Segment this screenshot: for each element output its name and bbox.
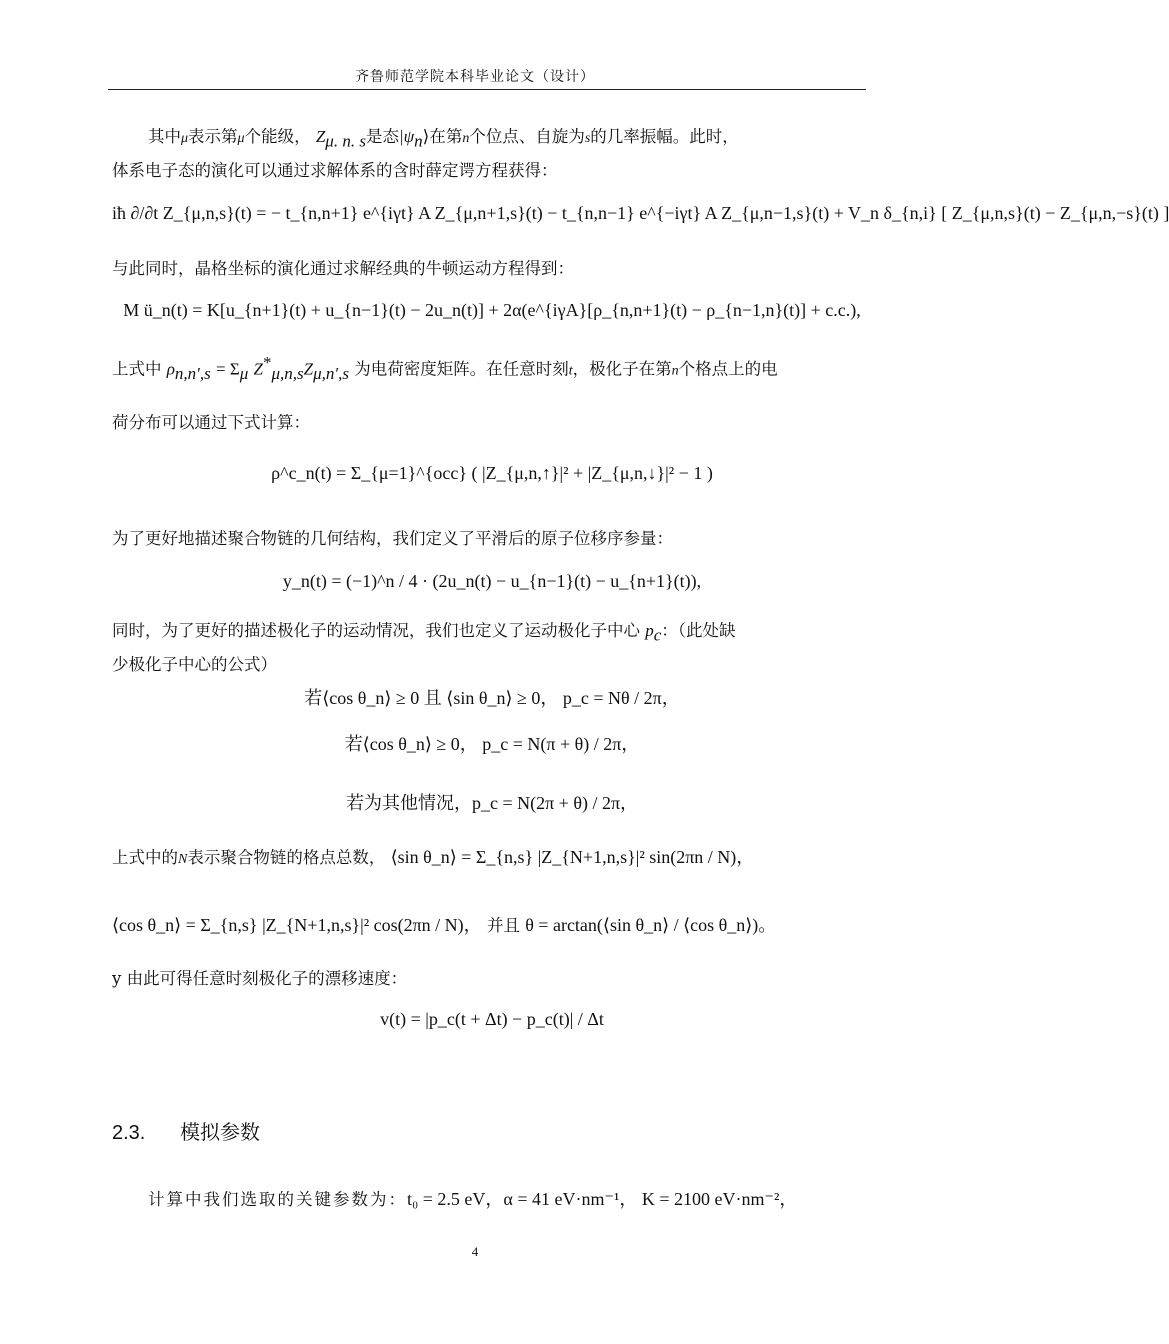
- subscript: μ,n′,s: [313, 363, 350, 383]
- symbol-rho: ρ: [166, 359, 175, 379]
- text: 个能级，: [244, 127, 311, 146]
- header-rule: [108, 89, 866, 90]
- text: 表示聚合物链的格点总数，: [187, 848, 386, 867]
- symbol-t: t: [568, 363, 573, 379]
- section-title: 模拟参数: [180, 1122, 260, 1144]
- symbol-n: n: [671, 363, 679, 379]
- symbol-p: p: [645, 621, 654, 640]
- text: 为电荷密度矩阵。在任意时刻: [354, 359, 569, 379]
- symbol-s: s: [584, 131, 591, 146]
- symbol-mu: μ: [237, 131, 245, 146]
- sum-sign: = Σ: [216, 359, 240, 379]
- paragraph-7: [112, 912, 872, 939]
- equation-parameters: t₀ = 2.5 eV，α = 41 eV·nm⁻¹， K = 2100 eV·nm⁻²，: [407, 1189, 798, 1209]
- ket-close: ⟩: [422, 127, 430, 146]
- symbol-z: Z: [253, 359, 264, 379]
- text: 计算中我们选取的关键参数为：: [148, 1190, 407, 1209]
- text: 其中: [148, 127, 181, 146]
- paragraph-3-line-2: 荷分布可以通过下式计算：: [112, 413, 310, 432]
- symbol-z: Z: [303, 359, 314, 379]
- subscript: c: [653, 625, 662, 645]
- subscript: n,n′,s: [174, 363, 211, 383]
- text: 表示第: [188, 127, 238, 146]
- page-number: 4: [471, 1244, 479, 1259]
- text: 并且: [486, 916, 520, 935]
- equation-order-parameter: y_n(t) = (−1)^n / 4 · (2u_n(t) − u_{n−1}(t) − u_{n+1}(t)),: [282, 571, 702, 591]
- paragraph-6: [112, 844, 872, 873]
- text: 同时，为了更好的描述极化子的运动情况，我们也定义了运动极化子中心: [112, 621, 640, 640]
- equation-schrodinger: iħ ∂/∂t Z_{μ,n,s}(t) = − t_{n,n+1} e^{iγt} A Z_{μ,n+1,s}(t) − t_{n,n−1} e^{−iγt} A Z_{μ,n−1,s}(t) + V_n δ_{n,i} [ Z_{μ,n,s}(t) − Z_{μ,n,−s}(t) ]: [112, 203, 1169, 223]
- superscript: *: [263, 353, 272, 372]
- subscript: μ: [239, 363, 249, 383]
- page-header: 齐鲁师范学院本科毕业论文（设计）: [355, 69, 595, 85]
- text: 上式中: [112, 359, 162, 379]
- text: 的几率振幅。此时，: [590, 127, 739, 146]
- condition-3: 若为其他情况，p_c = N(2π + θ) / 2π，: [345, 793, 639, 813]
- text: 个格点上的电: [678, 359, 778, 379]
- paragraph-4: 为了更好地描述聚合物链的几何结构，我们定义了平滑后的原子位移序参量：: [112, 529, 673, 548]
- condition-1: 若⟨cos θ_n⟩ ≥ 0 且 ⟨sin θ_n⟩ ≥ 0， p_c = Nθ / 2π，: [304, 688, 680, 708]
- text: 在第: [429, 127, 463, 146]
- subscript: μ. n. s: [325, 131, 366, 151]
- section-heading: [112, 1116, 260, 1145]
- text: 是态: [365, 127, 399, 146]
- subscript: n: [414, 131, 423, 151]
- equation-cos-theta: ⟨cos θ_n⟩ = Σ_{n,s} |Z_{N+1,n,s}|² cos(2πn / N)，: [112, 915, 482, 935]
- paragraph-5-line-2: 少极化子中心的公式）: [112, 655, 277, 674]
- paragraph-5: [112, 618, 872, 648]
- symbol-n-total: N: [178, 852, 188, 867]
- paragraph-3: [112, 350, 872, 387]
- ket-state: |ψ: [398, 127, 415, 146]
- text: ：（此处缺: [661, 621, 736, 640]
- paragraph-1: [112, 124, 872, 154]
- paragraph-8: y 由此可得任意时刻极化子的漂移速度：: [112, 969, 408, 988]
- subscript: μ,n,s: [271, 363, 304, 383]
- paragraph-1-line-2: 体系电子态的演化可以通过求解体系的含时薛定谔方程获得：: [112, 161, 558, 180]
- equation-theta: θ = arctan(⟨sin θ_n⟩ / ⟨cos θ_n⟩)。: [525, 915, 777, 935]
- paragraph-9: [112, 1186, 872, 1213]
- text: 个位点、自旋为: [469, 127, 585, 146]
- equation-charge-distribution: ρ^c_n(t) = Σ_{μ=1}^{occ} ( |Z_{μ,n,↑}|² + |Z_{μ,n,↓}|² − 1 ): [271, 463, 713, 483]
- equation-drift-velocity: v(t) = |p_c(t + Δt) − p_c(t)| / Δt: [380, 1009, 604, 1029]
- symbol-z: Z: [315, 127, 326, 146]
- condition-2: 若⟨cos θ_n⟩ ≥ 0， p_c = N(π + θ) / 2π，: [344, 734, 640, 754]
- symbol-n: n: [462, 131, 470, 146]
- equation-newton: M ü_n(t) = K[u_{n+1}(t) + u_{n−1}(t) − 2u_n(t)] + 2α(e^{iγA}[ρ_{n,n+1}(t) − ρ_{n−1,n}(t)] + c.c.),: [123, 300, 861, 320]
- text: ，极化子在第: [572, 359, 672, 379]
- text: 上式中的: [112, 848, 178, 867]
- equation-sin-theta: ⟨sin θ_n⟩ = Σ_{n,s} |Z_{N+1,n,s}|² sin(2πn / N)，: [390, 847, 755, 867]
- symbol-mu: μ: [181, 131, 189, 146]
- paragraph-2: 与此同时，晶格坐标的演化通过求解经典的牛顿运动方程得到：: [112, 259, 574, 278]
- section-number: 2.3.: [112, 1122, 146, 1144]
